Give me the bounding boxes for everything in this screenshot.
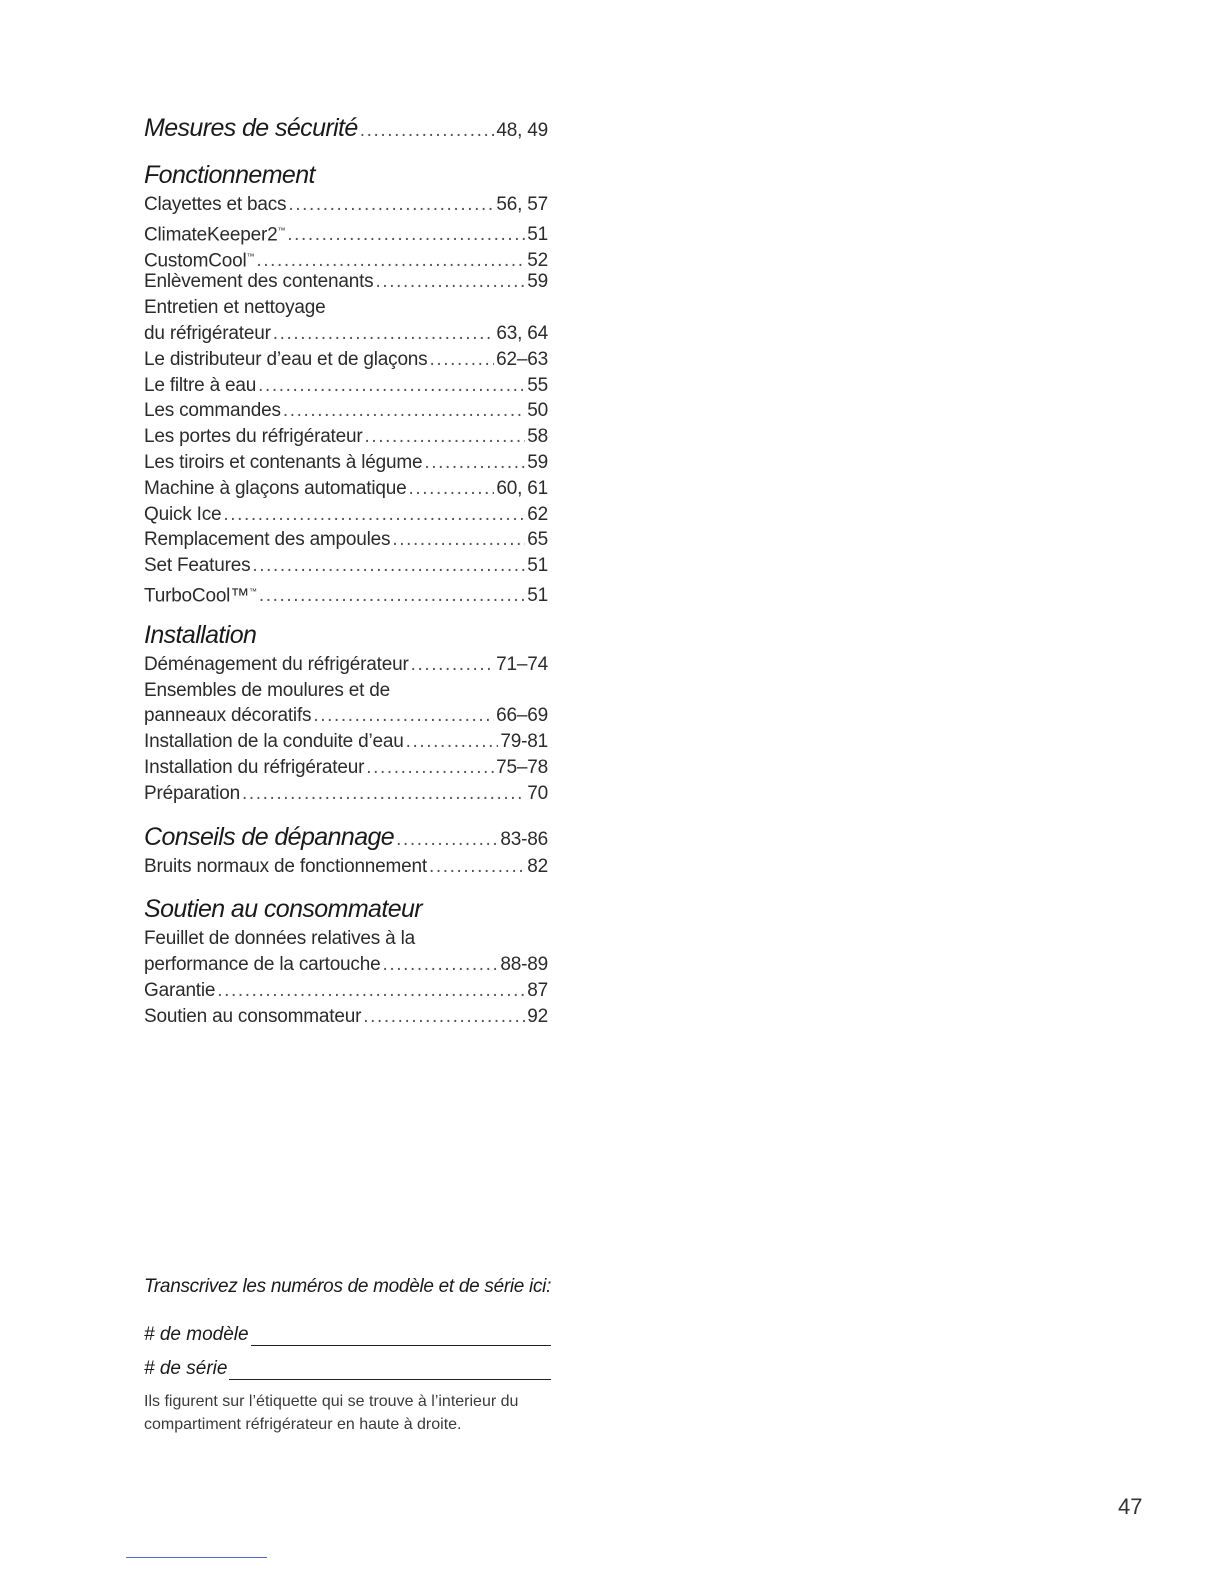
record-title: Transcrivez les numéros de modèle et de série ici: bbox=[144, 1276, 552, 1297]
serial-number-field bbox=[144, 1346, 614, 1380]
toc-entry bbox=[144, 978, 548, 1004]
toc-entry bbox=[144, 295, 548, 321]
leader-dots bbox=[287, 222, 525, 248]
section-heading bbox=[144, 112, 548, 145]
toc-entry bbox=[144, 398, 548, 424]
leader-dots bbox=[429, 347, 494, 373]
toc-entry bbox=[144, 703, 548, 729]
entry-page-ref: 59 bbox=[527, 271, 548, 293]
toc-entry bbox=[144, 424, 548, 450]
entry-label-text: Remplacement des ampoules bbox=[144, 529, 391, 551]
leader-dots bbox=[408, 476, 494, 502]
trademark-mark: ™ bbox=[249, 586, 257, 596]
leader-dots bbox=[406, 729, 499, 755]
entry-page-ref: 87 bbox=[527, 979, 548, 1001]
entry-label-text: Ensembles de moulures et de bbox=[144, 679, 390, 701]
entry-label bbox=[144, 398, 281, 424]
entry-label bbox=[144, 652, 409, 678]
leader-dots bbox=[411, 652, 495, 678]
entry-page-ref: 56, 57 bbox=[496, 194, 548, 215]
toc-entry bbox=[144, 502, 548, 528]
section-title: Fonctionnement bbox=[144, 161, 315, 189]
section-heading bbox=[144, 893, 548, 926]
entry-label bbox=[144, 854, 427, 880]
entry-label bbox=[144, 978, 215, 1004]
toc-entry bbox=[144, 321, 548, 347]
entry-page-ref: 62–63 bbox=[496, 348, 548, 370]
entry-label bbox=[144, 781, 240, 807]
entry-label-text: Machine à glaçons automatique bbox=[144, 477, 407, 499]
entry-label bbox=[144, 295, 326, 321]
table-of-contents bbox=[144, 112, 548, 1044]
entry-label-text: Déménagement du réfrigérateur bbox=[144, 653, 409, 675]
entry-page-ref: 70 bbox=[527, 782, 548, 804]
leader-dots bbox=[252, 553, 525, 579]
entry-label-text: CustomCool bbox=[144, 249, 247, 271]
page-number: 47 bbox=[1118, 1494, 1143, 1519]
toc-entry bbox=[144, 781, 548, 807]
entry-label-text: Installation de la conduite d’eau bbox=[144, 731, 404, 753]
entry-page-ref: 71–74 bbox=[496, 653, 548, 675]
section-page-ref: 83-86 bbox=[500, 828, 548, 850]
section-title: Mesures de sécurité bbox=[144, 114, 358, 142]
entry-label-text: Feuillet de données relatives à la bbox=[144, 928, 415, 950]
entry-label bbox=[144, 347, 427, 373]
toc-section bbox=[144, 159, 548, 605]
toc-entry bbox=[144, 678, 548, 704]
entry-label-text: Le distributeur d’eau et de glaçons bbox=[144, 348, 428, 370]
entry-label bbox=[144, 476, 406, 502]
leader-dots bbox=[360, 114, 495, 147]
entry-label-text: Entretien et nettoyage bbox=[144, 297, 326, 319]
entry-page-ref: 60, 61 bbox=[496, 477, 548, 499]
leader-dots bbox=[242, 781, 525, 807]
leader-dots bbox=[396, 823, 498, 856]
toc-entry bbox=[144, 652, 548, 678]
toc-entry bbox=[144, 476, 548, 502]
entry-page-ref: 88-89 bbox=[500, 954, 548, 976]
leader-dots bbox=[288, 192, 494, 218]
toc-entry bbox=[144, 952, 548, 978]
entry-label-text: TurboCool™ bbox=[144, 585, 250, 607]
toc-entry bbox=[144, 347, 548, 373]
entry-label bbox=[144, 321, 271, 347]
entry-label-text: Bruits normaux de fonctionnement bbox=[144, 855, 427, 877]
leader-dots bbox=[283, 398, 525, 424]
toc-entry bbox=[144, 553, 548, 579]
leader-dots bbox=[223, 502, 525, 528]
section-title: Conseils de dépannage bbox=[144, 822, 395, 851]
leader-dots bbox=[313, 703, 494, 729]
entry-label bbox=[144, 678, 390, 704]
toc-entry bbox=[144, 1004, 548, 1030]
entry-label-text: Quick Ice bbox=[144, 503, 222, 525]
entry-label-text: Installation du réfrigérateur bbox=[144, 756, 365, 778]
entry-label bbox=[144, 192, 286, 218]
leader-dots bbox=[258, 373, 525, 399]
entry-page-ref: 79-81 bbox=[500, 731, 548, 753]
toc-entry bbox=[144, 269, 548, 295]
toc-entry bbox=[144, 450, 548, 476]
section-page-ref: 48, 49 bbox=[496, 120, 548, 141]
toc-entry bbox=[144, 192, 548, 218]
toc-entry bbox=[144, 854, 548, 880]
entry-page-ref: 50 bbox=[527, 400, 548, 422]
section-title: Installation bbox=[144, 620, 257, 649]
entry-label bbox=[144, 373, 256, 399]
toc-section bbox=[144, 619, 548, 807]
entry-label bbox=[144, 424, 363, 450]
leader-dots bbox=[273, 321, 495, 347]
leader-dots bbox=[382, 952, 498, 978]
serial-number-line bbox=[229, 1357, 551, 1380]
entry-label bbox=[144, 579, 257, 609]
entry-label bbox=[144, 755, 364, 781]
entry-label bbox=[144, 269, 374, 295]
toc-entry bbox=[144, 244, 548, 270]
toc-entry bbox=[144, 218, 548, 244]
section-title: Soutien au consommateur bbox=[144, 895, 423, 924]
leader-dots bbox=[392, 527, 525, 553]
record-note: Ils figurent sur l’étiquette qui se trouve à l’interieur du compartiment réfrigérateur en haute à droite. bbox=[144, 1393, 519, 1433]
model-number-line bbox=[251, 1323, 551, 1346]
leader-dots bbox=[429, 854, 525, 880]
entry-label-text: ClimateKeeper2 bbox=[144, 224, 278, 246]
entry-page-ref: 52 bbox=[527, 249, 548, 271]
entry-page-ref: 59 bbox=[527, 451, 548, 473]
entry-label-text: Les commandes bbox=[144, 400, 281, 422]
entry-page-ref: 82 bbox=[527, 855, 548, 877]
entry-page-ref: 66–69 bbox=[496, 705, 548, 727]
entry-page-ref: 65 bbox=[527, 529, 548, 551]
toc-entry bbox=[144, 926, 548, 952]
toc-entry bbox=[144, 729, 548, 755]
model-number-label: # de modèle bbox=[144, 1324, 249, 1345]
entry-label bbox=[144, 553, 250, 579]
entry-label-text: Le filtre à eau bbox=[144, 374, 257, 396]
footer-rule bbox=[126, 1557, 267, 1558]
leader-dots bbox=[424, 450, 525, 476]
leader-dots bbox=[365, 424, 526, 450]
entry-page-ref: 63, 64 bbox=[496, 322, 548, 344]
entry-label bbox=[144, 527, 390, 553]
leader-dots bbox=[363, 1004, 525, 1030]
serial-number-label: # de série bbox=[144, 1358, 228, 1379]
entry-label-text: Clayettes et bacs bbox=[144, 194, 287, 215]
entry-label bbox=[144, 926, 415, 952]
trademark-mark: ™ bbox=[277, 225, 286, 235]
entry-page-ref: 58 bbox=[527, 426, 548, 448]
toc-section bbox=[144, 893, 548, 1029]
entry-label-text: panneaux décoratifs bbox=[144, 705, 312, 727]
leader-dots bbox=[376, 269, 526, 295]
toc-entry bbox=[144, 527, 548, 553]
leader-dots bbox=[217, 978, 525, 1004]
section-heading bbox=[144, 619, 548, 652]
entry-label-text: Les portes du réfrigérateur bbox=[144, 426, 363, 448]
entry-page-ref: 75–78 bbox=[496, 756, 548, 778]
entry-label-text: performance de la cartouche bbox=[144, 954, 381, 976]
entry-label bbox=[144, 729, 404, 755]
toc-entry bbox=[144, 755, 548, 781]
section-heading bbox=[144, 159, 548, 192]
entry-page-ref: 51 bbox=[527, 555, 548, 577]
entry-label-text: Les tiroirs et contenants à légume bbox=[144, 451, 423, 473]
entry-label bbox=[144, 952, 380, 978]
entry-label-text: Set Features bbox=[144, 555, 251, 577]
entry-label bbox=[144, 502, 221, 528]
entry-page-ref: 51 bbox=[527, 585, 548, 607]
section-heading bbox=[144, 821, 548, 854]
entry-label bbox=[144, 1004, 361, 1030]
model-serial-record bbox=[144, 1276, 614, 1436]
entry-page-ref: 51 bbox=[527, 224, 548, 246]
entry-label-text: Enlèvement des contenants bbox=[144, 271, 374, 293]
entry-label-text: Garantie bbox=[144, 979, 216, 1001]
leader-dots bbox=[366, 755, 494, 781]
toc-section bbox=[144, 112, 548, 145]
entry-page-ref: 62 bbox=[527, 503, 548, 525]
entry-label-text: Préparation bbox=[144, 782, 241, 804]
entry-label-text: du réfrigérateur bbox=[144, 322, 271, 344]
toc-entry bbox=[144, 579, 548, 605]
toc-entry bbox=[144, 373, 548, 399]
entry-label bbox=[144, 703, 311, 729]
entry-label bbox=[144, 450, 422, 476]
toc-section bbox=[144, 821, 548, 880]
trademark-mark: ™ bbox=[246, 251, 255, 261]
entry-page-ref: 92 bbox=[527, 1005, 548, 1027]
entry-label-text: Soutien au consommateur bbox=[144, 1005, 362, 1027]
model-number-field bbox=[144, 1312, 614, 1346]
leader-dots bbox=[259, 583, 525, 609]
entry-page-ref: 55 bbox=[527, 374, 548, 396]
